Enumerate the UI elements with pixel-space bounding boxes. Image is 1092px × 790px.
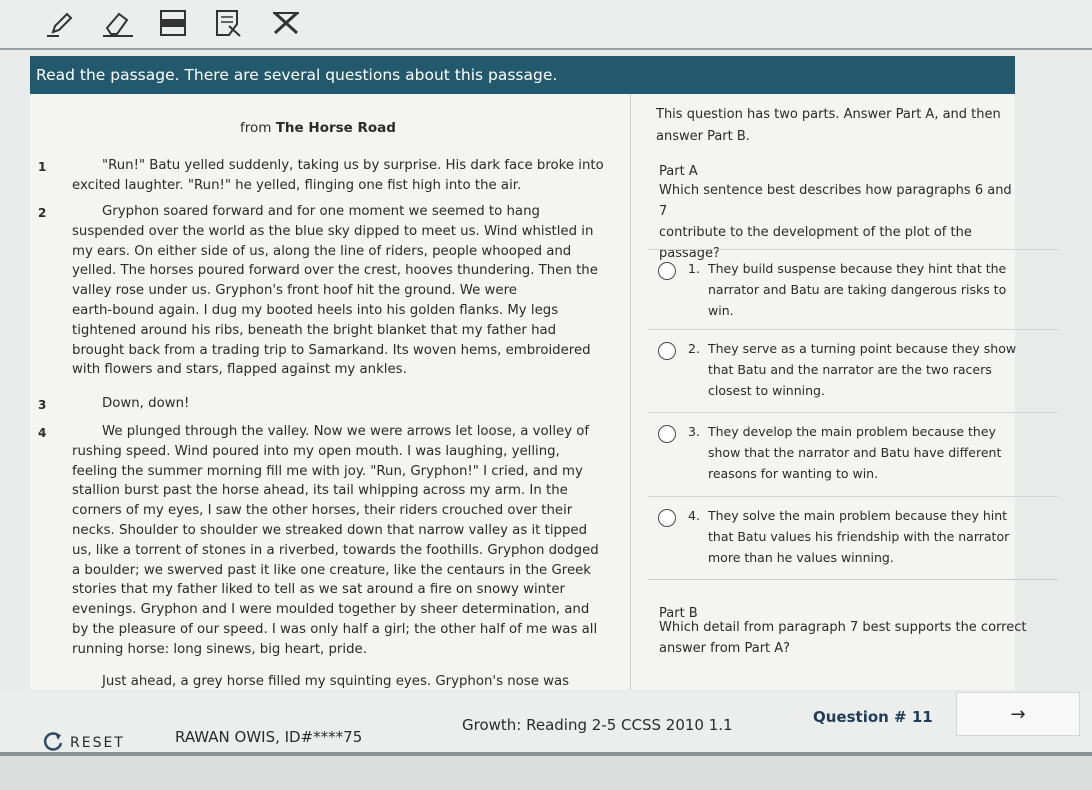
pencil-icon[interactable] (42, 6, 78, 40)
radio-button[interactable] (658, 425, 676, 443)
instruction-text: Read the passage. There are several questions about this passage. (36, 66, 558, 84)
question-intro: This question has two parts. Answer Part A, and then answer Part B. (656, 107, 1001, 144)
toolbar (0, 0, 1092, 50)
line-reader-icon[interactable] (155, 6, 191, 40)
eraser-icon[interactable] (100, 6, 136, 40)
reset-label: RESET (70, 735, 125, 751)
paragraph-number: 1 (38, 160, 47, 174)
next-button[interactable] (956, 692, 1080, 736)
passage-title: from The Horse Road (240, 120, 396, 136)
paragraph-1: "Run!" Batu yelled suddenly, taking us by surprise. His dark face broke into excited laughter. "Run!" he yelled, flinging one fist high into the air. (72, 158, 604, 193)
paragraph-number: 4 (38, 426, 47, 440)
instruction-banner (30, 56, 1015, 94)
part-a-question: Which sentence best describes how paragraphs 6 and 7 contribute to the development of the plot of the passage? (659, 183, 1012, 261)
part-a-label: Part A (659, 164, 698, 179)
answer-option-1[interactable]: 1. They build suspense because they hint that the narrator and Batu are taking dangerous risks to win. (648, 249, 1058, 328)
paragraph-number: 3 (38, 398, 47, 412)
student-name: RAWAN OWIS, ID#****75 (175, 728, 363, 746)
paragraph-3: Down, down! (102, 396, 190, 411)
question-number: Question # 11 (813, 708, 933, 726)
content-area (30, 94, 1027, 690)
answer-eliminator-icon[interactable] (268, 6, 304, 40)
footer-bar (0, 692, 1092, 752)
answer-option-2[interactable]: 2. They serve as a turning point because they show that Batu and the narrator are the two racers closest to winning. (648, 329, 1058, 410)
passage-panel[interactable] (30, 94, 631, 690)
radio-button[interactable] (658, 509, 676, 527)
test-name: Growth: Reading 2-5 CCSS 2010 1.1 (462, 716, 733, 734)
radio-button[interactable] (658, 342, 676, 360)
paragraph-5: Just ahead, a grey horse filled my squinting eyes. Gryphon's nose was (102, 674, 570, 689)
question-panel[interactable] (630, 94, 1027, 690)
paragraph-2: Gryphon soared forward and for one moment we seemed to hang suspended over the world as the blue sky dipped to meet us. Wind whistled in my ears. On either side of us, along the line of riders, people whooped and yelled. The horses poured forward over the crest, hooves thundering. Then the valley rose under us. Gryphon's front hoof hit the ground. We were earth-bound again. I dug my booted heels into his golden flanks. My legs tightened around his ribs, beneath the bright blanket that my father had brought back from a trading trip to Samarkand. Its woven hems, embroidered with flowers and stars, flapped against my ankles. (72, 204, 598, 378)
answer-option-3[interactable]: 3. They develop the main problem because they show that the narrator and Batu have different reasons for wanting to win. (648, 412, 1058, 493)
paragraph-4: We plunged through the valley. Now we were arrows let loose, a volley of rushing speed. Wind poured into my open mouth. I was laughing, yelling, feeling the summer morning fill me with joy. "Run, Gryphon!" I cried, and my stallion burst past the horse ahead, its tail whipping across my arm. In the corners of my eyes, I saw the other horses, their riders crouched over their necks. Shoulder to shoulder we streaked down that narrow valley as it tipped us, like a torrent of stones in a riverbed, towards the foothills. Gryphon dodged a boulder; we swerved past it like one creature, like the centaurs in the Greek stories that my father liked to tell as we sat around a fire on snowy winter evenings. Gryphon and I were moulded together by sheer determination, and by the pleasure of our speed. I was only half a girl; the other half of me was all running horse: long sinews, big heart, pride. (72, 424, 599, 657)
radio-button[interactable] (658, 262, 676, 280)
part-b-question: Which detail from paragraph 7 best supports the correct answer from Part A? (659, 620, 1027, 656)
part-b-label: Part B (659, 606, 698, 621)
bottom-area (0, 756, 1092, 790)
answer-option-4[interactable]: 4. They solve the main problem because they hint that Batu values his friendship with the narrator more than he values winning. (648, 496, 1058, 580)
paragraph-number: 2 (38, 206, 47, 220)
notepad-icon[interactable] (210, 6, 246, 40)
arrow-right-icon: → (1010, 703, 1026, 725)
